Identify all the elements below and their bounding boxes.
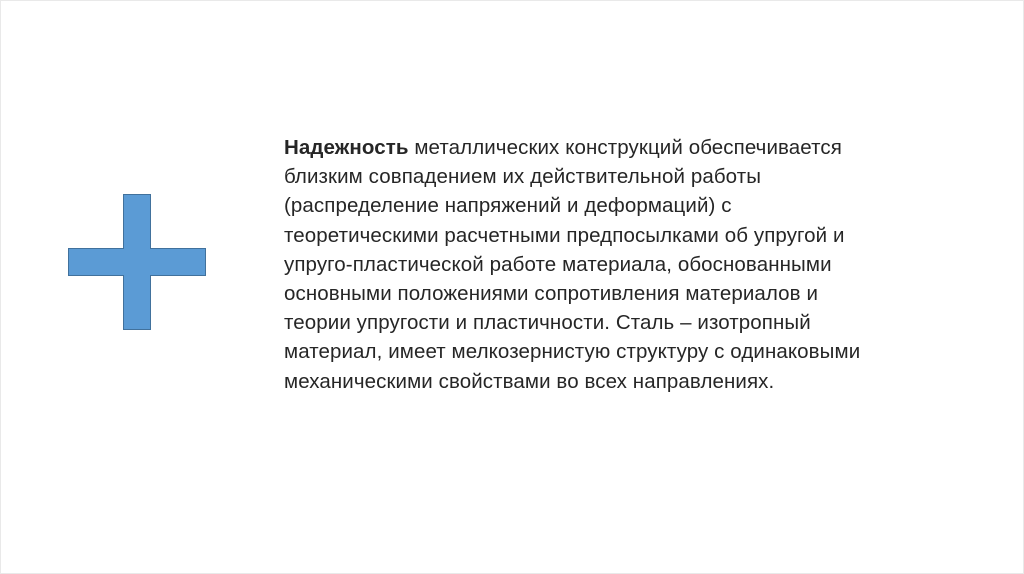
text-line: упруго-пластической работе материала, обоснованными (284, 252, 832, 276)
lead-word: Надежность (284, 136, 409, 159)
text-line: близким совпадением их действительной работы (284, 165, 762, 189)
text-line: (распределение напряжений и деформаций) с (284, 194, 732, 218)
text-line: механическими свойствами во всех направлениях. (284, 369, 775, 393)
plus-icon (68, 194, 206, 330)
text-line: основными положениями сопротивления материалов и (284, 282, 819, 306)
body-paragraph (284, 133, 984, 396)
text-line: металлических конструкций обеспечивается (408, 136, 842, 159)
text-line: теории упругости и пластичности. Сталь – изотропный (284, 311, 811, 335)
text-line: материал, имеет мелкозернистую структуру с одинаковыми (284, 340, 861, 364)
text-line: теоретическими расчетными предпосылками об упругой и (284, 223, 845, 247)
